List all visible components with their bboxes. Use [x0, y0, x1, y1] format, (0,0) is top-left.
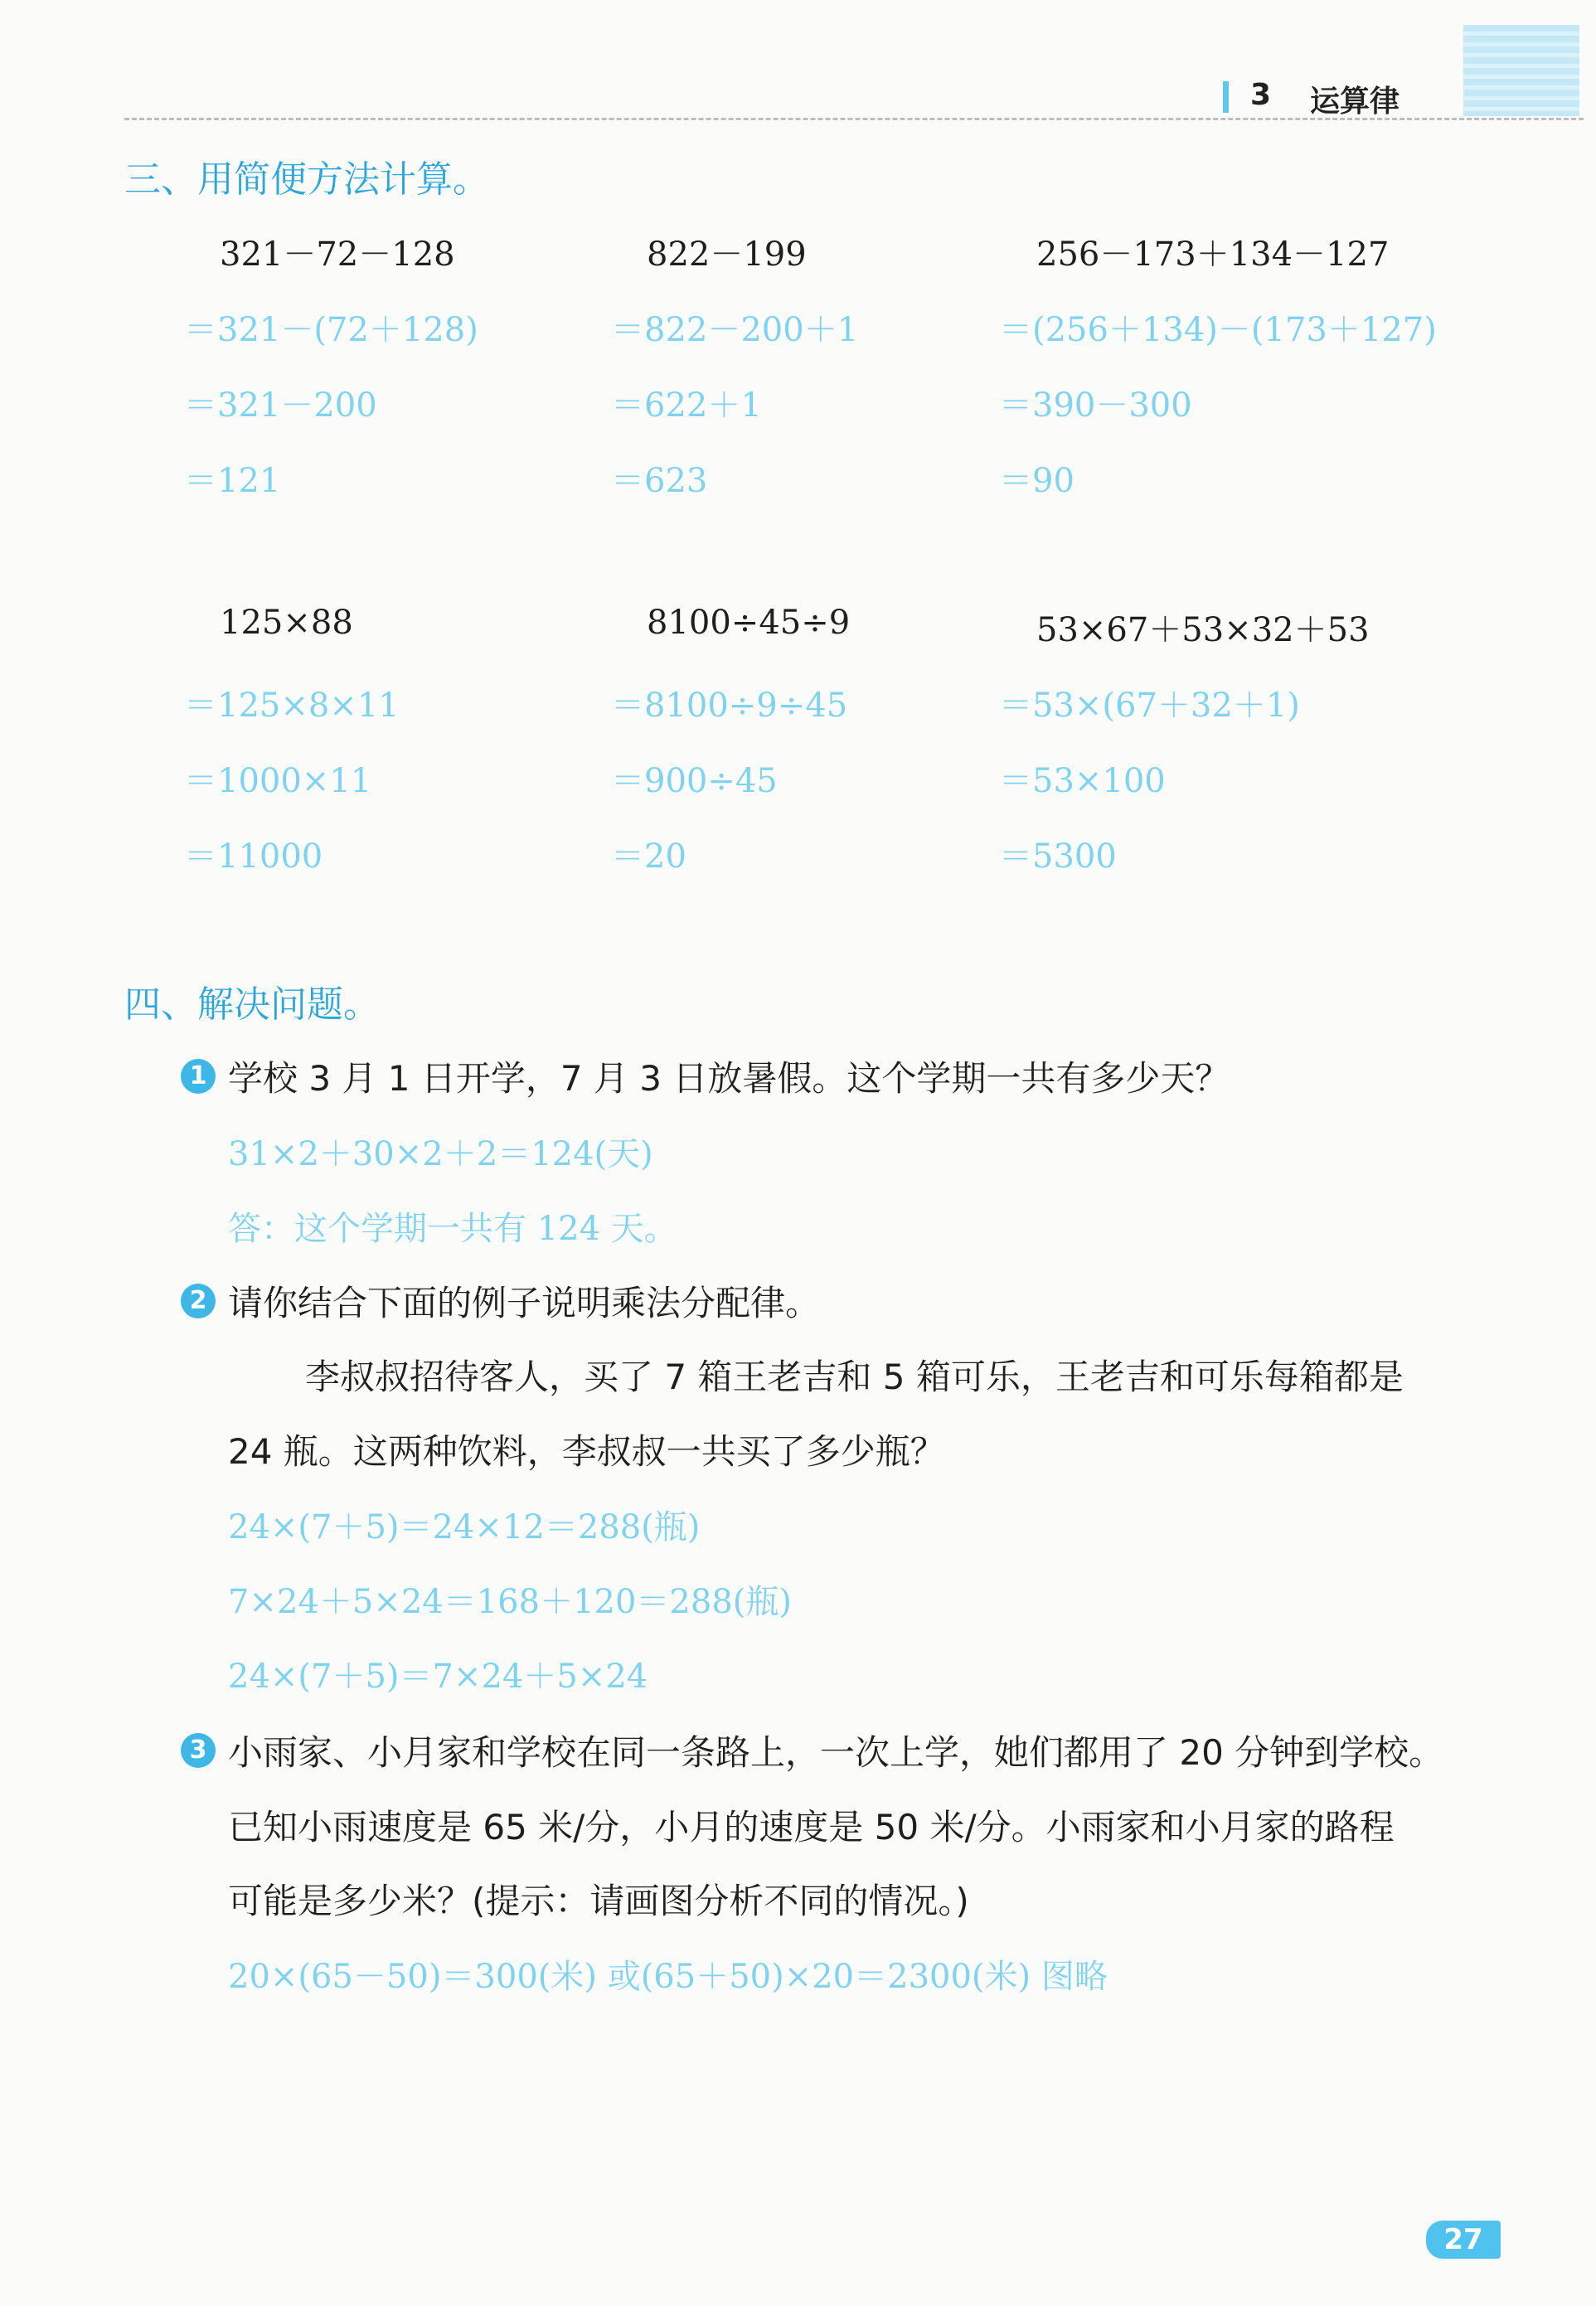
problem-6-step-3: ＝5300: [999, 837, 1117, 876]
header-divider: [124, 118, 1584, 120]
problem-3-expr: 256－173＋134－127: [1036, 235, 1390, 274]
problem-4-step-3: ＝11000: [184, 837, 323, 876]
question-1-number-icon: 1: [181, 1059, 216, 1094]
chapter-title: 运算律: [1310, 85, 1400, 119]
question-3-answer: 20×(65－50)＝300(米) 或(65＋50)×20＝2300(米) 图略: [228, 1958, 1108, 1996]
problem-6-expr: 53×67＋53×32＋53: [1036, 611, 1370, 649]
question-1-text: 学校 3 月 1 日开学，7 月 3 日放暑假。这个学期一共有多少天？: [228, 1058, 1230, 1099]
question-3-line-1: 小雨家、小月家和学校在同一条路上，一次上学，她们都用了 20 分钟到学校。: [228, 1732, 1444, 1773]
problem-5-step-3: ＝20: [611, 837, 686, 876]
problem-5-step-2: ＝900÷45: [611, 762, 778, 800]
problem-3-step-3: ＝90: [999, 462, 1075, 500]
question-2-number-icon: 2: [181, 1284, 216, 1318]
question-2-text: 请你结合下面的例子说明乘法分配律。: [228, 1283, 821, 1323]
question-2-paragraph-1: 李叔叔招待客人，买了 7 箱王老吉和 5 箱可乐，王老吉和可乐每箱都是: [305, 1357, 1404, 1397]
section-three-title: 三、用简便方法计算。: [124, 158, 489, 201]
problem-2-step-2: ＝622＋1: [611, 386, 762, 425]
problem-5-expr: 8100÷45÷9: [647, 604, 851, 642]
problem-6-step-2: ＝53×100: [999, 762, 1166, 800]
problem-1-step-1: ＝321－(72＋128): [184, 311, 478, 349]
problem-3-step-1: ＝(256＋134)－(173＋127): [999, 311, 1437, 349]
problem-3-step-2: ＝390－300: [999, 386, 1192, 425]
question-2-answer-3: 24×(7＋5)＝7×24＋5×24: [228, 1658, 648, 1696]
header-accent-bar: [1223, 81, 1229, 113]
problem-1-expr: 321－72－128: [220, 235, 455, 274]
chapter-number: 3: [1250, 78, 1272, 112]
question-2-paragraph-2: 24 瓶。这两种饮料，李叔叔一共买了多少瓶？: [228, 1431, 945, 1472]
question-2-answer-1: 24×(7＋5)＝24×12＝288(瓶): [228, 1508, 701, 1546]
question-2-answer-2: 7×24＋5×24＝168＋120＝288(瓶): [228, 1583, 792, 1621]
problem-2-step-1: ＝822－200＋1: [611, 311, 859, 349]
question-1-answer-1: 31×2＋30×2＋2＝124(天): [228, 1135, 653, 1173]
problem-6-step-1: ＝53×(67＋32＋1): [999, 687, 1300, 725]
problem-4-expr: 125×88: [220, 604, 353, 642]
problem-4-step-1: ＝125×8×11: [184, 687, 400, 725]
question-1-answer-2: 答：这个学期一共有 124 天。: [228, 1210, 677, 1248]
problem-5-step-1: ＝8100÷9÷45: [611, 687, 848, 725]
problem-1-step-3: ＝121: [184, 462, 281, 500]
problem-2-step-3: ＝623: [611, 462, 708, 500]
problem-1-step-2: ＝321－200: [184, 386, 377, 425]
question-3-number-icon: 3: [181, 1733, 216, 1768]
question-3-line-2: 已知小雨速度是 65 米/分，小月的速度是 50 米/分。小雨家和小月家的路程: [228, 1807, 1395, 1847]
question-3-line-3: 可能是多少米？(提示：请画图分析不同的情况。): [228, 1881, 969, 1921]
section-four-title: 四、解决问题。: [124, 983, 380, 1026]
header-decoration: [1463, 25, 1579, 116]
problem-4-step-2: ＝1000×11: [184, 762, 372, 800]
page-number: 27: [1426, 2221, 1501, 2259]
problem-2-expr: 822－199: [647, 235, 807, 274]
